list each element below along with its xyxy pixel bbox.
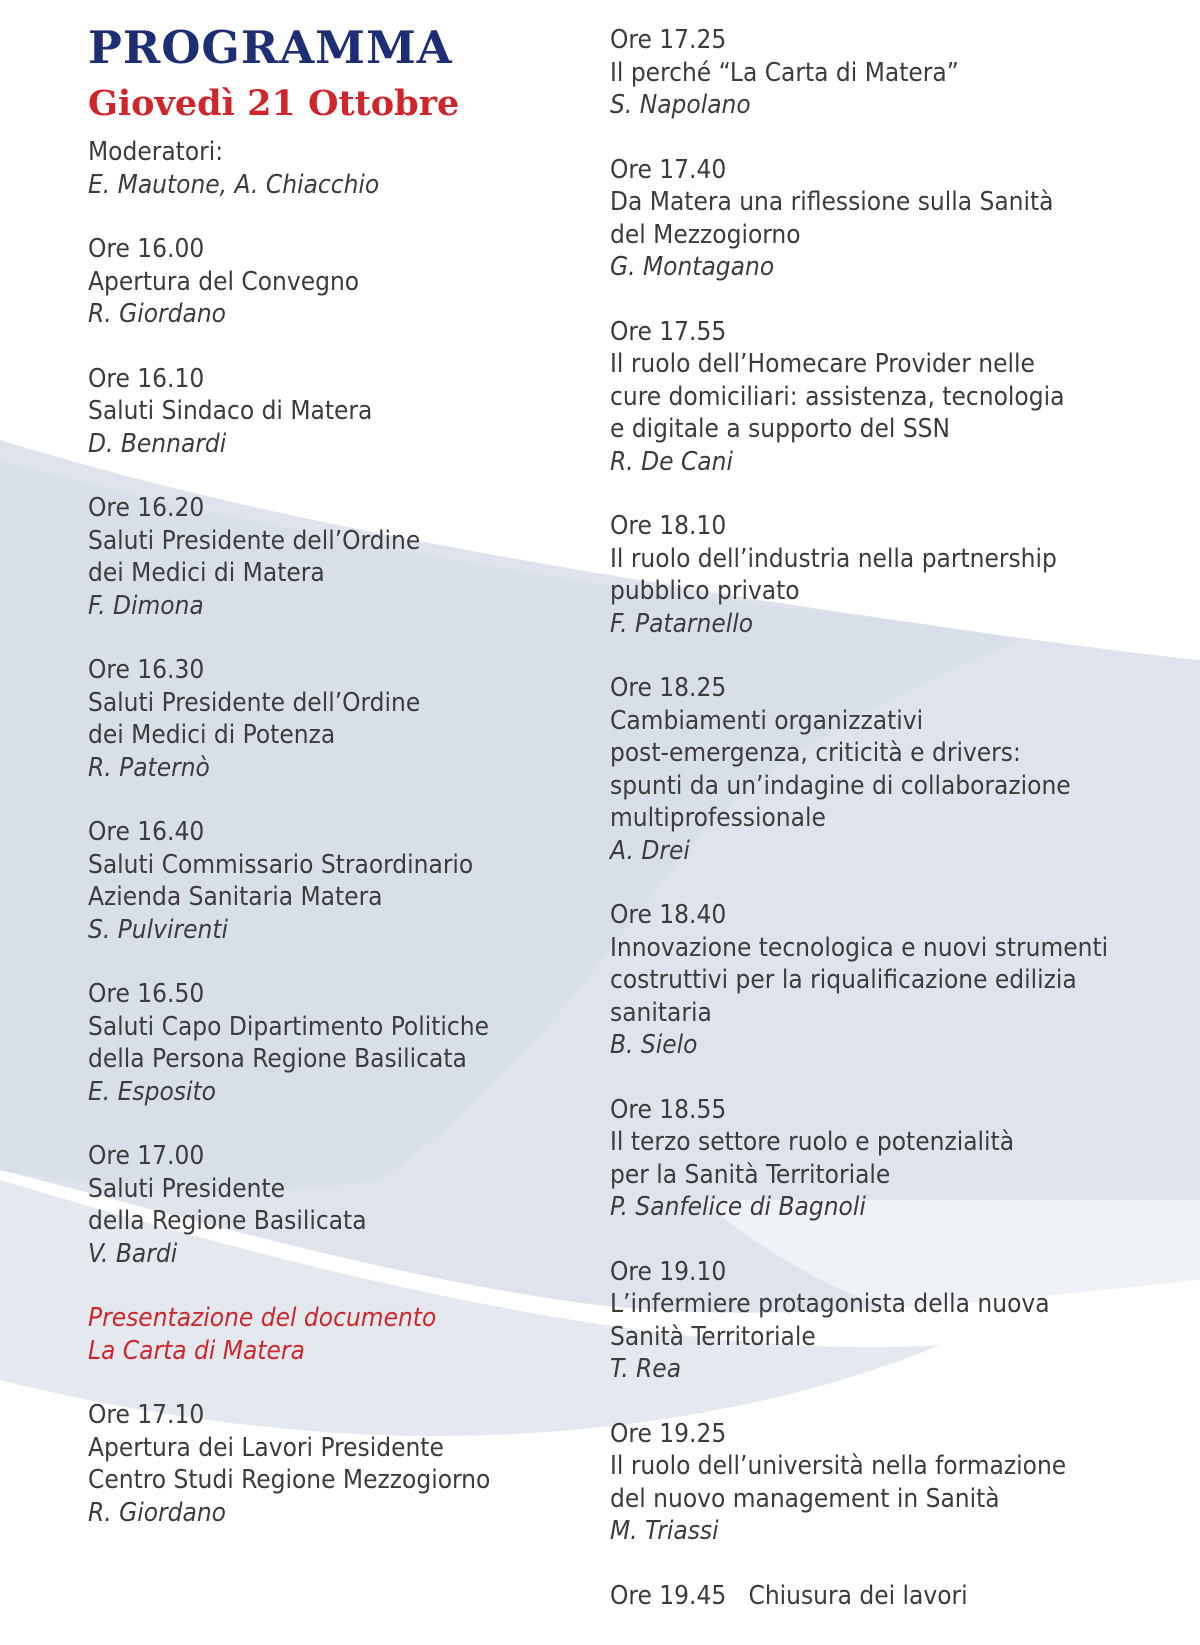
item-time: Ore 19.25 [610, 1418, 727, 1449]
item-time: Ore 18.10 [610, 511, 727, 541]
schedule-item [610, 154, 1190, 284]
item-speaker: D. Bennardi [88, 428, 227, 459]
item-time: Ore 16.40 [88, 817, 205, 847]
item-speaker: P. Sanfelice di Bagnoli [610, 1192, 866, 1222]
schedule-item [610, 510, 1190, 640]
schedule-item [610, 899, 1190, 1062]
item-title-line: Apertura del Convegno [88, 266, 360, 297]
item-title-line: Saluti Presidente dell’Ordine [88, 687, 421, 718]
moderators-label: Moderatori: [88, 137, 224, 167]
item-speaker: B. Sielo [610, 1030, 698, 1060]
item-title-line: cure domiciliari: assistenza, tecnologia [610, 381, 1065, 412]
item-speaker: E. Esposito [88, 1076, 216, 1107]
item-time: Ore 16.30 [88, 655, 205, 685]
schedule-item [88, 816, 558, 946]
item-title-line: Saluti Sindaco di Matera [88, 396, 373, 426]
item-time: Ore 17.25 [610, 25, 727, 55]
item-speaker: S. Pulvirenti [88, 914, 228, 945]
item-time: Ore 16.00 [88, 234, 205, 264]
closing-time: Ore 19.45 [610, 1580, 727, 1611]
item-title-line: Saluti Presidente [88, 1173, 286, 1204]
item-title-line: per la Sanità Territoriale [610, 1159, 891, 1190]
left-schedule-list [88, 233, 558, 1270]
item-title-line: Apertura dei Lavori Presidente [88, 1432, 444, 1463]
item-title-line: sanitaria [610, 997, 712, 1028]
item-title-line: Cambiamenti organizzativi [610, 705, 924, 736]
left-column [88, 0, 558, 1561]
item-title-line: Il ruolo dell’industria nella partnership [610, 543, 1057, 574]
presentation-line-2: La Carta di Matera [88, 1335, 305, 1366]
item-title-line: della Regione Basilicata [88, 1206, 367, 1236]
item-time: Ore 17.10 [88, 1400, 205, 1430]
item-title-line: Saluti Commissario Straordinario [88, 849, 474, 880]
schedule-item [88, 492, 558, 622]
item-title-line: Centro Studi Regione Mezzogiorno [88, 1465, 491, 1495]
item-title-line: post-emergenza, criticità e drivers: [610, 738, 1021, 768]
item-title-line: L’infermiere protagonista della nuova [610, 1289, 1050, 1319]
item-time: Ore 16.20 [88, 493, 205, 523]
item-time: Ore 18.55 [610, 1094, 727, 1125]
item-title-line: pubblico privato [610, 576, 800, 606]
item-title-line: Il perché “La Carta di Matera” [610, 57, 959, 88]
schedule-item [88, 233, 558, 331]
item-time: Ore 17.55 [610, 316, 727, 347]
moderators-names: E. Mautone, A. Chiacchio [88, 169, 380, 200]
item-title-line: e digitale a supporto del SSN [610, 414, 951, 444]
item-title-line: Da Matera una riflessione sulla Sanità [610, 187, 1054, 217]
item-title-line: costruttivi per la riqualificazione edilizia [610, 965, 1077, 995]
schedule-item [610, 1418, 1190, 1548]
item-speaker: T. Rea [610, 1354, 682, 1384]
item-time: Ore 18.25 [610, 673, 727, 703]
schedule-item [610, 1256, 1190, 1386]
item-time: Ore 17.00 [88, 1141, 205, 1171]
presentation-line-1: Presentazione del documento [88, 1303, 437, 1333]
schedule-item [88, 1140, 558, 1270]
event-day: Giovedì 21 Ottobre [88, 83, 460, 124]
item-speaker: F. Patarnello [610, 608, 754, 639]
item-time: Ore 18.40 [610, 900, 727, 930]
item-speaker: R. Paternò [88, 752, 210, 783]
item-speaker: G. Montagano [610, 252, 775, 282]
item-speaker: A. Drei [610, 835, 690, 866]
item-title-line: Il terzo settore ruolo e potenzialità [610, 1127, 1015, 1157]
item-title-line: dei Medici di Matera [88, 558, 325, 588]
item-title-line: del nuovo management in Sanità [610, 1483, 1000, 1514]
item-title-line: Innovazione tecnologica e nuovi strumenti [610, 932, 1109, 963]
item-title-line: dei Medici di Potenza [88, 720, 336, 750]
schedule-item [610, 316, 1190, 479]
schedule-item [610, 1094, 1190, 1224]
page-title: PROGRAMMA [88, 21, 453, 74]
right-column [610, 24, 1190, 1612]
schedule-item [88, 654, 558, 784]
moderators-block [88, 136, 558, 201]
item-speaker: R. Giordano [88, 1497, 226, 1528]
item-title-line: della Persona Regione Basilicata [88, 1044, 467, 1074]
schedule-item [88, 978, 558, 1108]
item-title-line: spunti da un’indagine di collaborazione [610, 770, 1071, 801]
item-speaker: R. Giordano [88, 299, 226, 329]
item-time: Ore 16.50 [88, 979, 205, 1009]
item-title-line: Azienda Sanitaria Matera [88, 882, 383, 912]
presentation-block [88, 1302, 558, 1367]
item-title-line: Il ruolo dell’Homecare Provider nelle [610, 349, 1035, 379]
schedule-item [88, 1399, 558, 1529]
item-title-line: Il ruolo dell’università nella formazione [610, 1451, 1067, 1481]
item-title-line: Saluti Capo Dipartimento Politiche [88, 1011, 489, 1042]
item-speaker: V. Bardi [88, 1238, 178, 1269]
item-speaker: R. De Cani [610, 446, 733, 477]
schedule-item [88, 363, 558, 461]
item-title-line: Saluti Presidente dell’Ordine [88, 525, 421, 556]
item-title-line: multiprofessionale [610, 803, 826, 833]
item-speaker: M. Triassi [610, 1516, 719, 1546]
item-speaker: F. Dimona [88, 590, 204, 621]
schedule-item [610, 672, 1190, 867]
right-schedule-list [610, 24, 1190, 1548]
item-title-line: Sanità Territoriale [610, 1321, 816, 1352]
schedule-item [610, 24, 1190, 122]
closing-item [610, 1580, 1190, 1613]
item-title-line: del Mezzogiorno [610, 219, 801, 250]
item-time: Ore 16.10 [88, 363, 205, 394]
closing-text: Chiusura dei lavori [748, 1580, 968, 1611]
item-time: Ore 19.10 [610, 1256, 727, 1287]
item-time: Ore 17.40 [610, 154, 727, 185]
item-speaker: S. Napolano [610, 90, 751, 120]
